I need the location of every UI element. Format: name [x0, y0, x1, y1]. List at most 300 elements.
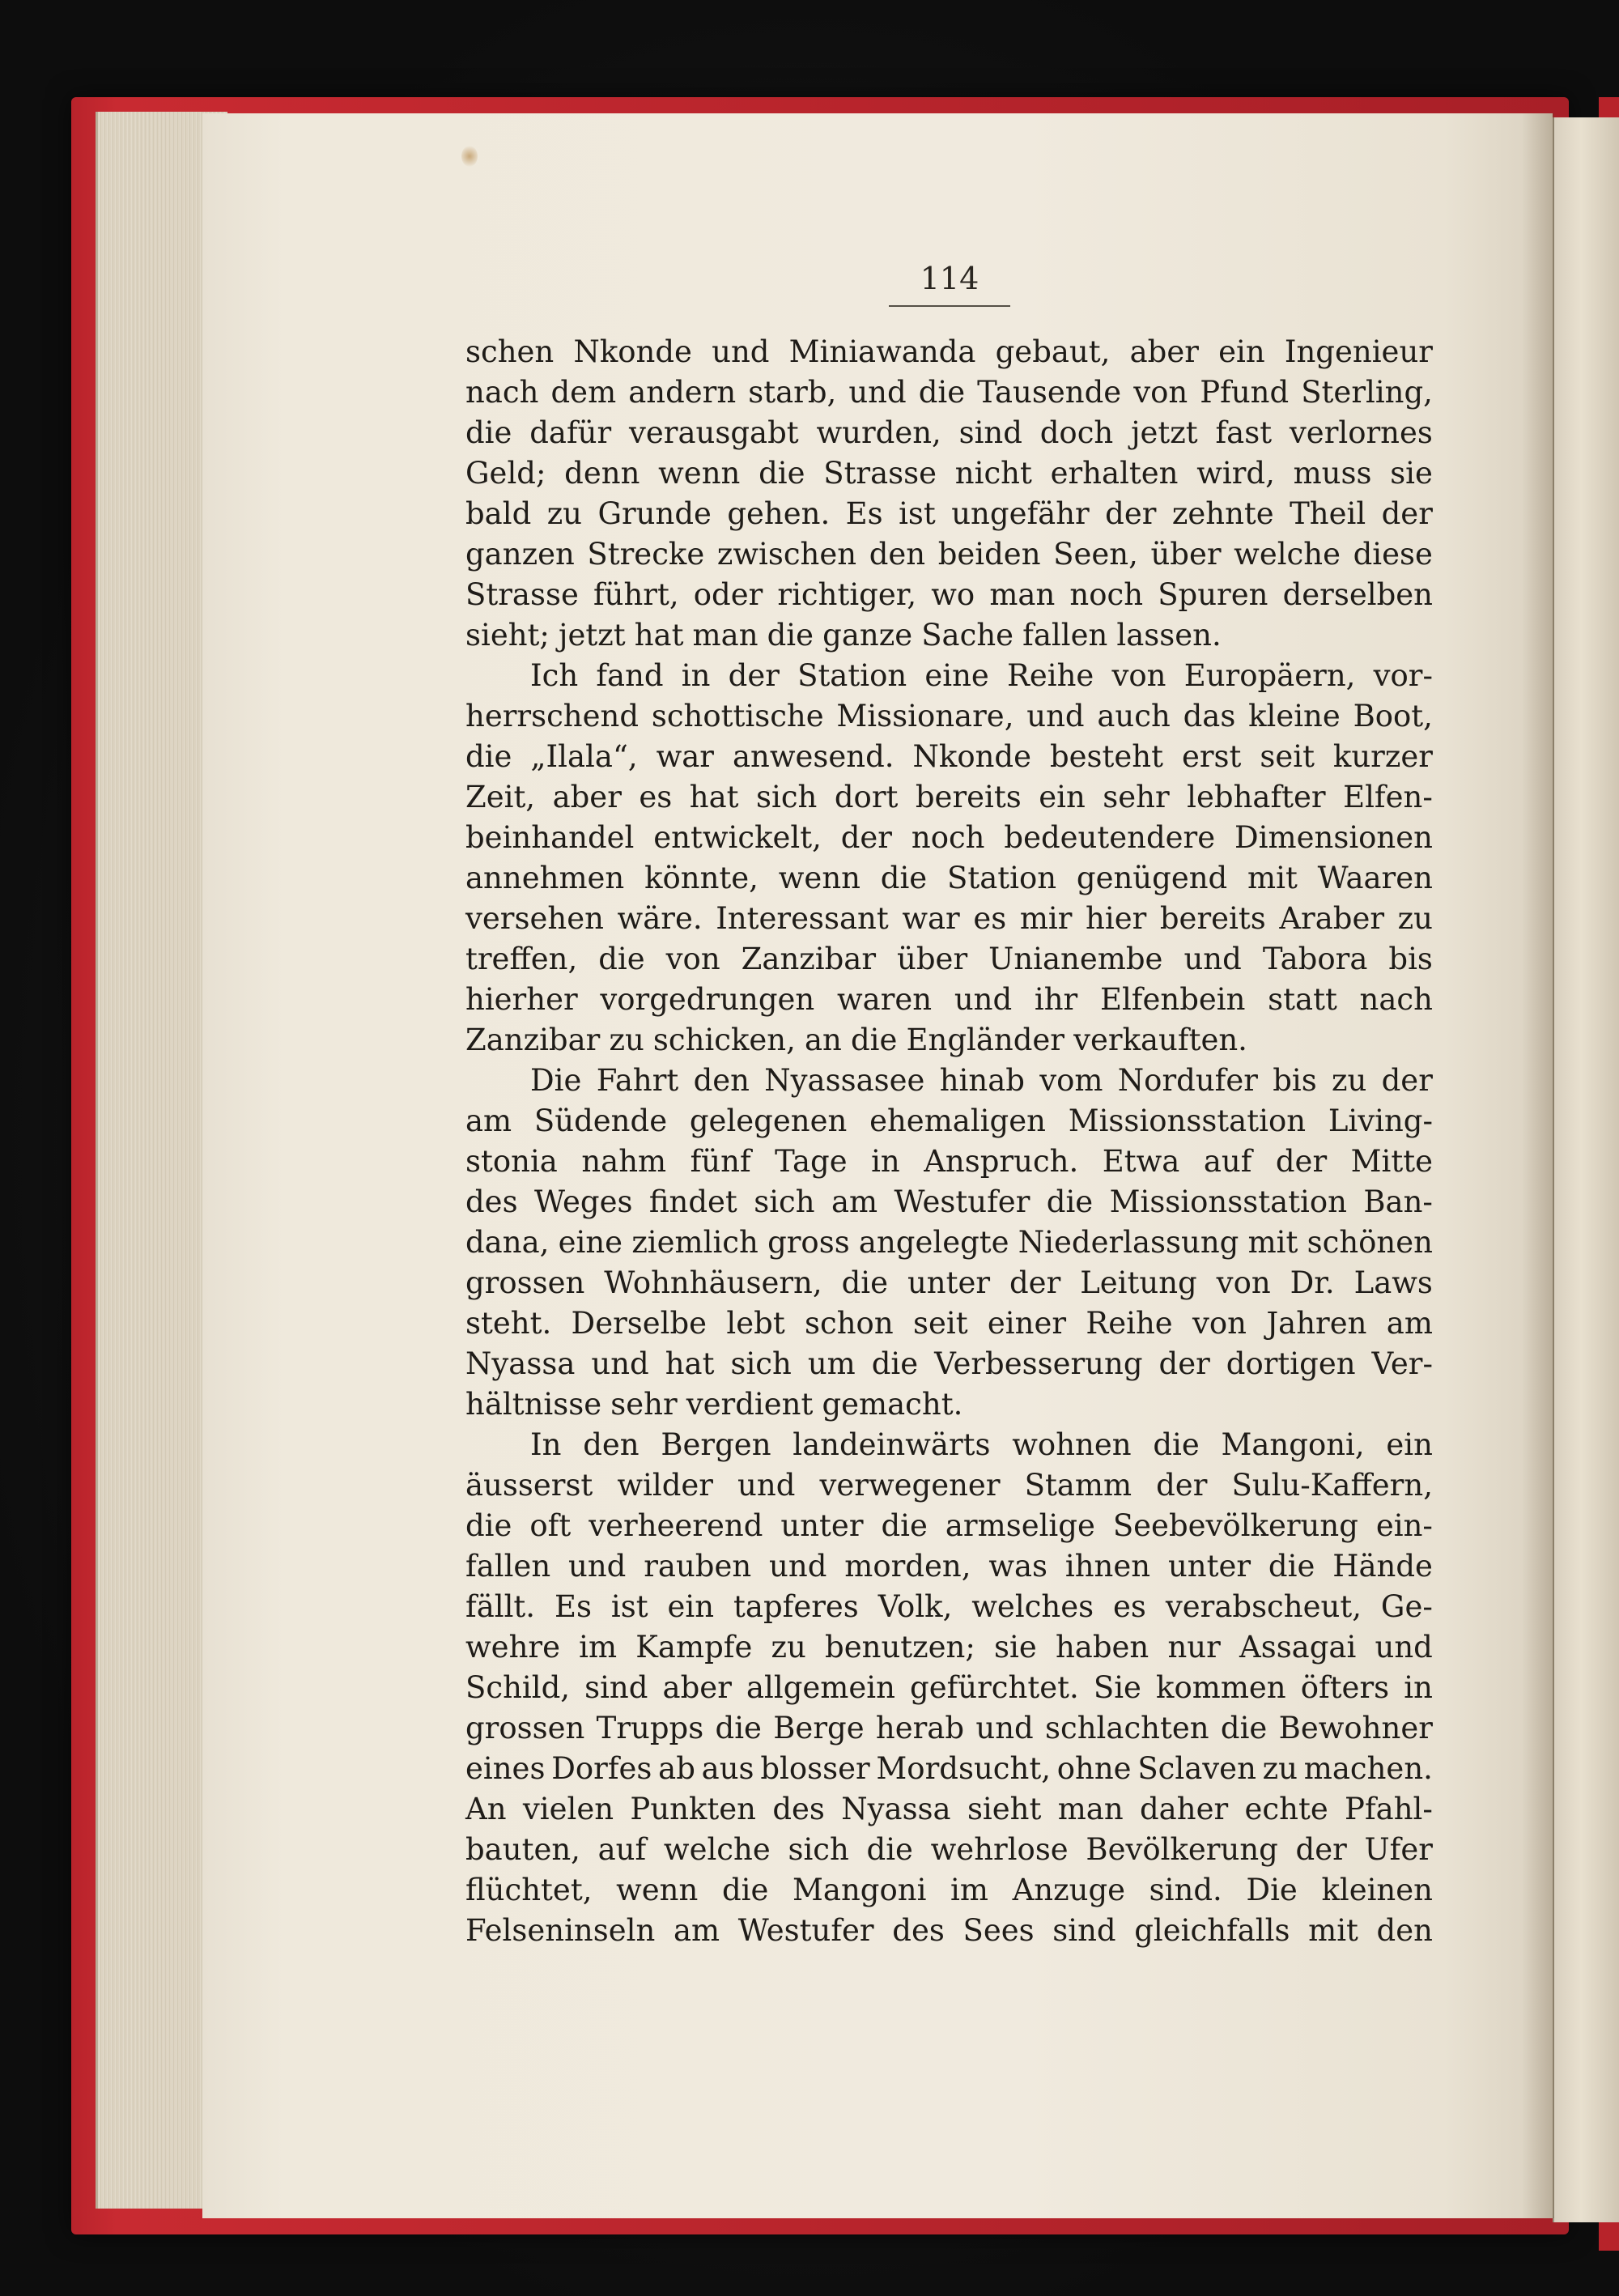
word: Punkten [630, 1792, 756, 1826]
word: Waaren [1317, 861, 1433, 895]
word: die [866, 1832, 913, 1867]
word: jetzt [1131, 415, 1198, 450]
word: bereits [915, 780, 1022, 814]
word: eine [924, 658, 989, 693]
word: Station [947, 861, 1057, 895]
word: Stamm [1024, 1468, 1132, 1503]
word: ist [610, 1589, 648, 1624]
word: Nyassa [465, 1346, 576, 1381]
word: Strasse [823, 456, 937, 491]
word: und [769, 1549, 827, 1584]
text-line [465, 858, 1433, 899]
text-line [465, 1789, 1433, 1830]
word: statt [1268, 982, 1337, 1017]
word: sind [1052, 1913, 1116, 1948]
word: sie [1390, 456, 1433, 491]
word: armselige [945, 1508, 1095, 1543]
word: mir [1019, 901, 1073, 936]
word: Tausende [977, 375, 1122, 410]
word: Zanzibar [741, 942, 877, 976]
word: zu [609, 1023, 644, 1057]
word: des [465, 1184, 518, 1219]
word: ein [1218, 334, 1265, 369]
word: verwegener [819, 1468, 1001, 1503]
word: Jahren [1266, 1306, 1367, 1341]
word: hierher [465, 982, 578, 1017]
word: eines [465, 1751, 546, 1786]
word: blosser [760, 1751, 870, 1786]
word: äusserst [465, 1468, 593, 1503]
word: entwickelt, [653, 820, 822, 855]
word: wenn [616, 1873, 699, 1907]
word: wehre [465, 1630, 560, 1665]
word: der [1158, 1346, 1210, 1381]
word: eine [558, 1225, 623, 1260]
word: die [1153, 1427, 1200, 1462]
word: Ingenieur [1284, 334, 1433, 369]
word: Pfund [1200, 375, 1290, 410]
word: wäre. [617, 901, 703, 936]
word: allgemein [746, 1670, 895, 1705]
word: zehnte [1171, 496, 1274, 531]
word: lebt [726, 1306, 785, 1341]
word: Es [554, 1589, 592, 1624]
word: Ich [530, 658, 579, 693]
word: am [673, 1913, 720, 1948]
word: die [465, 1508, 512, 1543]
word: sieht [967, 1792, 1042, 1826]
word: ihnen [1064, 1549, 1151, 1584]
word: im [579, 1630, 618, 1665]
word: war [656, 739, 714, 774]
word: mit [1247, 1225, 1298, 1260]
word: die [918, 375, 966, 410]
word: verdient [686, 1387, 814, 1422]
word: die [880, 861, 928, 895]
word: am [831, 1184, 878, 1219]
text-line [465, 899, 1433, 939]
word: die [465, 415, 512, 450]
word: gehen. [727, 496, 831, 531]
word: Geld; [465, 456, 546, 491]
word: schönen [1307, 1225, 1433, 1260]
word: gefürchtet. [910, 1670, 1079, 1705]
word: Elfen- [1343, 780, 1433, 814]
word: Zanzibar [465, 1023, 601, 1057]
word: Spuren [1158, 577, 1268, 612]
word: starb, [748, 375, 837, 410]
word: auch [1097, 699, 1171, 733]
word: auf [1203, 1144, 1252, 1179]
word: welche [1234, 537, 1341, 572]
word: Trupps [596, 1711, 704, 1745]
word: Felseninseln [465, 1913, 656, 1948]
word: die [1220, 1711, 1268, 1745]
word: Anspruch. [924, 1144, 1079, 1179]
word: seit [1260, 739, 1315, 774]
word: sich [754, 1184, 815, 1219]
word: herrschend [465, 699, 640, 733]
word: zu [1397, 901, 1433, 936]
word: haben [1055, 1630, 1149, 1665]
word: Dr. [1290, 1265, 1335, 1300]
word: morden, [844, 1549, 971, 1584]
text-line [465, 1465, 1433, 1506]
word: hinab [939, 1063, 1025, 1098]
word: vorgedrungen [600, 982, 815, 1017]
word: verlornes [1289, 415, 1433, 450]
word: und [848, 375, 907, 410]
word: wird, [1196, 456, 1275, 491]
word: welche [663, 1832, 771, 1867]
word: der [1295, 1832, 1347, 1867]
text-line [465, 1749, 1433, 1789]
word: Wohnhäusern, [604, 1265, 822, 1300]
word: Volk, [877, 1589, 953, 1624]
word: des [892, 1913, 945, 1948]
word: Die [530, 1063, 582, 1098]
word: Missionare, [836, 699, 1014, 733]
word: Unianembe [988, 942, 1163, 976]
word: einer [987, 1306, 1067, 1341]
word: rauben [644, 1549, 752, 1584]
word: Anzuge [1012, 1873, 1126, 1907]
word: seit [912, 1306, 968, 1341]
word: ein- [1375, 1508, 1433, 1543]
word: Araber [1279, 901, 1385, 936]
text-line [465, 1627, 1433, 1668]
word: von [1216, 1265, 1271, 1300]
word: die [715, 1711, 762, 1745]
text-line [465, 1142, 1433, 1182]
word: am [1386, 1306, 1433, 1341]
word: von [1133, 375, 1188, 410]
text-line [465, 453, 1433, 494]
word: Derselbe [571, 1306, 708, 1341]
word: waren [836, 982, 933, 1017]
word: den [583, 1427, 640, 1462]
word: nicht [954, 456, 1032, 491]
word: fällt. [465, 1589, 536, 1624]
word: die [841, 1265, 888, 1300]
word: die [871, 1346, 919, 1381]
word: mit [1308, 1913, 1358, 1948]
word: Strasse [465, 577, 579, 612]
word: flüchtet, [465, 1873, 593, 1907]
word: auf [597, 1832, 647, 1867]
word: ziemlich [631, 1225, 759, 1260]
word: wenn [658, 456, 741, 491]
word: die [881, 1508, 928, 1543]
body-text [465, 332, 1433, 1951]
word: oft [529, 1508, 572, 1543]
text-line [465, 656, 1433, 696]
word: die [598, 942, 645, 976]
text-line [465, 1222, 1433, 1263]
word: schon [805, 1306, 894, 1341]
word: Nkonde [912, 739, 1032, 774]
word: der [1009, 1265, 1061, 1300]
word: kleinen [1321, 1873, 1433, 1907]
word: Dimensionen [1234, 820, 1433, 855]
word: den [869, 537, 926, 572]
word: hat [689, 780, 739, 814]
word: noch [1069, 577, 1144, 612]
spine-shadow [1522, 113, 1554, 2218]
word: von [665, 942, 720, 976]
word: echte [1244, 1792, 1328, 1826]
word: nur [1167, 1630, 1221, 1665]
word: besteht [1049, 739, 1164, 774]
word: Sterling, [1301, 375, 1433, 410]
word: vor- [1373, 658, 1433, 693]
word: fand [596, 658, 664, 693]
word: Grunde [597, 496, 712, 531]
word: Mangoni, [1221, 1427, 1365, 1462]
word: dem [550, 375, 617, 410]
word: wohnen [1012, 1427, 1132, 1462]
word: Sie [1093, 1670, 1141, 1705]
word: ein [667, 1589, 715, 1624]
word: und [737, 1468, 796, 1503]
word: in [681, 658, 711, 693]
word: was [988, 1549, 1048, 1584]
word: es [639, 780, 673, 814]
word: und [1183, 942, 1242, 976]
word: Sulu-Kaffern, [1231, 1468, 1433, 1503]
word: Zeit, [465, 780, 536, 814]
text-line [465, 494, 1433, 534]
word: Seebevölkerung [1112, 1508, 1358, 1543]
word: gebaut, [995, 334, 1111, 369]
text-line [465, 615, 1433, 656]
word: zu [1262, 1751, 1298, 1786]
word: die [767, 618, 814, 653]
page-number-rule [889, 305, 1010, 307]
word: Tabora [1262, 942, 1368, 976]
text-line [465, 1263, 1433, 1303]
word: fallen [1022, 618, 1108, 653]
word: „Ilala“, [530, 739, 638, 774]
word: stonia [465, 1144, 558, 1179]
word: wenn [778, 861, 860, 895]
word: Ge- [1380, 1589, 1433, 1624]
paper-stain [461, 146, 478, 167]
word: um [807, 1346, 856, 1381]
word: verausgabt [628, 415, 799, 450]
word: ehemaligen [869, 1103, 1046, 1138]
text-line [465, 1303, 1433, 1344]
word: Weges [533, 1184, 633, 1219]
word: Ver- [1371, 1346, 1433, 1381]
word: hat [665, 1346, 715, 1381]
word: zu [1332, 1063, 1367, 1098]
word: nach [1359, 982, 1433, 1017]
word: führt, [593, 577, 679, 612]
word: aber [1129, 334, 1199, 369]
word: ein [1039, 780, 1086, 814]
word: Sclaven [1137, 1751, 1256, 1786]
word: Strecke [587, 537, 705, 572]
word: Sees [962, 1913, 1035, 1948]
word: vielen [522, 1792, 614, 1826]
word: tapferes [733, 1589, 859, 1624]
word: kommen [1156, 1670, 1286, 1705]
word: öfters [1300, 1670, 1390, 1705]
word: unter [780, 1508, 864, 1543]
text-line [465, 1911, 1433, 1951]
word: gleichfalls [1134, 1913, 1290, 1948]
text-line [465, 1384, 1433, 1425]
word: wo [931, 577, 975, 612]
word: Reihe [1007, 658, 1094, 693]
word: Westufer [894, 1184, 1030, 1219]
word: Mangoni [793, 1873, 927, 1907]
word: der [1105, 496, 1157, 531]
word: und [712, 334, 770, 369]
word: Pfahl- [1345, 1792, 1433, 1826]
word: Etwa [1102, 1144, 1180, 1179]
word: der [1381, 1063, 1433, 1098]
word: hat [634, 618, 684, 653]
word: nach [465, 375, 539, 410]
word: lassen. [1116, 618, 1222, 653]
word: kurzer [1332, 739, 1433, 774]
word: angelegte [858, 1225, 1009, 1260]
text-line [465, 1506, 1433, 1546]
word: Missionsstation [1109, 1184, 1347, 1219]
word: die [465, 739, 512, 774]
word: verabscheut, [1165, 1589, 1362, 1624]
text-line [465, 1425, 1433, 1465]
word: An [465, 1792, 507, 1826]
word: mit [1247, 861, 1298, 895]
word: bereits [1159, 901, 1266, 936]
word: unter [907, 1265, 991, 1300]
word: im [950, 1873, 988, 1907]
word: sich [730, 1346, 792, 1381]
word: über [1150, 537, 1222, 572]
word: der [728, 658, 780, 693]
word: Berge [773, 1711, 865, 1745]
word: ganze [822, 618, 913, 653]
word: man [1057, 1792, 1124, 1826]
text-line [465, 575, 1433, 615]
word: oder [693, 577, 763, 612]
word: man [989, 577, 1056, 612]
word: bedeutendere [1004, 820, 1216, 855]
word: war [902, 901, 960, 936]
word: Bergen [661, 1427, 771, 1462]
word: findet [648, 1184, 737, 1219]
word: versehen [465, 901, 604, 936]
word: über [897, 942, 968, 976]
word: gelegenen [689, 1103, 848, 1138]
word: Ufer [1364, 1832, 1433, 1867]
word: andern [628, 375, 737, 410]
word: Engländer [906, 1023, 1064, 1057]
word: Hände [1332, 1549, 1433, 1584]
word: Living- [1328, 1103, 1433, 1138]
word: schen [465, 334, 555, 369]
word: man [692, 618, 759, 653]
word: gross [767, 1225, 850, 1260]
word: sind [584, 1670, 648, 1705]
text-line [465, 1061, 1433, 1101]
text-line [465, 1101, 1433, 1142]
word: die [759, 456, 805, 491]
word: ihr [1034, 982, 1078, 1017]
word: der [1156, 1468, 1208, 1503]
word: richtiger, [777, 577, 917, 612]
word: In [530, 1427, 562, 1462]
word: fünf [690, 1144, 751, 1179]
text-line [465, 1587, 1433, 1627]
word: bauten, [465, 1832, 580, 1867]
text-line [465, 332, 1433, 372]
word: Die [1246, 1873, 1298, 1907]
word: schottische [651, 699, 824, 733]
word: sehr [610, 1387, 678, 1422]
word: und [975, 1711, 1034, 1745]
word: Leitung [1080, 1265, 1197, 1300]
text-line [465, 777, 1433, 818]
word: es [1113, 1589, 1146, 1624]
text-line [465, 1668, 1433, 1708]
word: Verbesserung [934, 1346, 1143, 1381]
word: unter [1167, 1549, 1251, 1584]
word: daher [1140, 1792, 1229, 1826]
word: muss [1293, 456, 1372, 491]
word: Bevölkerung [1086, 1832, 1278, 1867]
word: schicken, [652, 1023, 796, 1057]
word: dortigen [1226, 1346, 1356, 1381]
word: derselben [1282, 577, 1433, 612]
word: und [1375, 1630, 1433, 1665]
word: beinhandel [465, 820, 635, 855]
word: herab [875, 1711, 965, 1745]
word: treffen, [465, 942, 578, 976]
word: erst [1181, 739, 1242, 774]
word: die [1268, 1549, 1315, 1584]
text-line [465, 1182, 1433, 1222]
text-line [465, 1708, 1433, 1749]
word: ein [1386, 1427, 1433, 1462]
word: landeinwärts [793, 1427, 991, 1462]
word: hältnisse [465, 1387, 602, 1422]
word: lebhafter [1187, 780, 1326, 814]
word: bald [465, 496, 532, 531]
word: Boot, [1353, 699, 1433, 733]
word: ungefähr [951, 496, 1090, 531]
word: ist [899, 496, 936, 531]
word: anwesend. [732, 739, 894, 774]
word: in [1404, 1670, 1433, 1705]
word: von [1192, 1306, 1247, 1341]
word: wehrlose [930, 1832, 1069, 1867]
word: bis [1273, 1063, 1317, 1098]
word: jetzt [558, 618, 626, 653]
word: Tage [775, 1144, 848, 1179]
word: Mitte [1350, 1144, 1433, 1179]
word: annehmen [465, 861, 625, 895]
word: genügend [1076, 861, 1228, 895]
word: diese [1353, 537, 1433, 572]
word: Theil [1290, 496, 1366, 531]
text-line [465, 1870, 1433, 1911]
word: nahm [581, 1144, 667, 1179]
word: sieht; [465, 618, 550, 653]
